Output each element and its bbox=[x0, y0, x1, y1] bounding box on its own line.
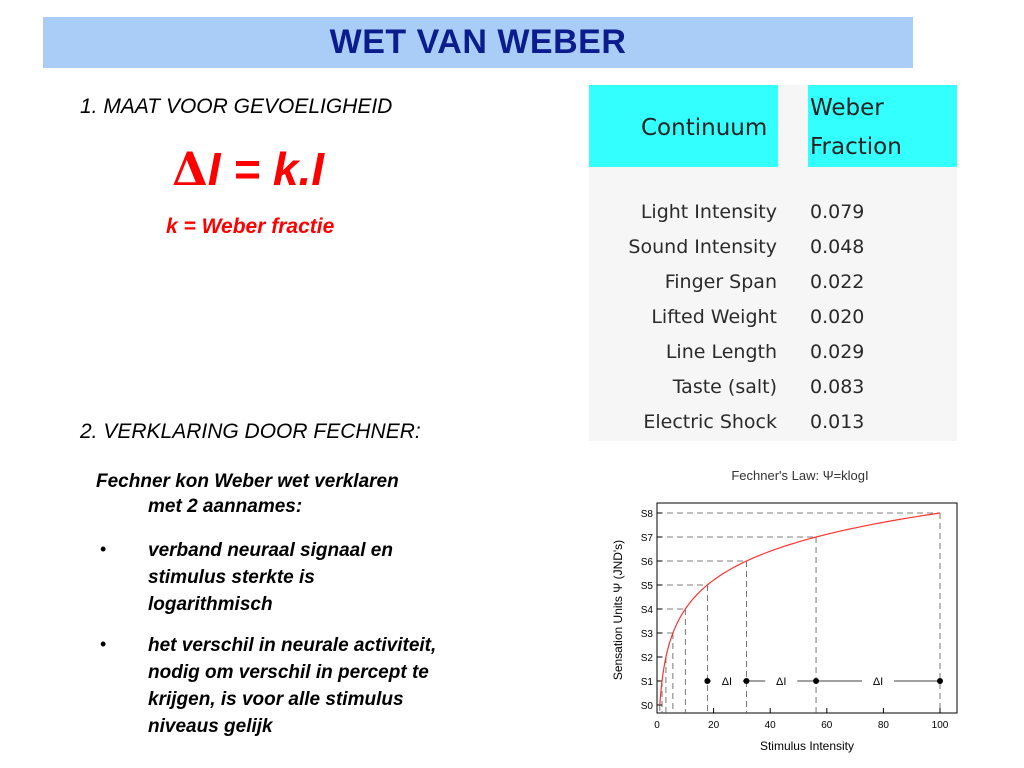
bullet-dot-2: • bbox=[100, 634, 107, 654]
y-axis-label: Sensation Units Ψ (JND's) bbox=[611, 539, 625, 681]
row-value-weight: 0.020 bbox=[810, 306, 865, 328]
bullet2-line2: nodig om verschil in percept te bbox=[148, 662, 429, 683]
y-tick-label: S3 bbox=[640, 629, 653, 640]
bullet2-line4: niveaus gelijk bbox=[148, 716, 273, 737]
x-tick-label: 40 bbox=[764, 720, 776, 731]
delta-marker-dot bbox=[704, 678, 710, 684]
row-value-taste: 0.083 bbox=[810, 376, 865, 398]
delta-marker-dot bbox=[813, 678, 819, 684]
y-tick-label: S0 bbox=[640, 701, 653, 712]
bullet-dot-1: • bbox=[100, 539, 107, 559]
row-name-weight: Lifted Weight bbox=[651, 306, 777, 328]
x-tick-label: 20 bbox=[708, 720, 720, 731]
header-fraction-cell bbox=[808, 85, 957, 167]
x-axis-label: Stimulus Intensity bbox=[759, 739, 855, 753]
x-tick-label: 100 bbox=[931, 720, 949, 731]
header-continuum-cell bbox=[589, 85, 778, 167]
row-value-line: 0.029 bbox=[810, 341, 865, 363]
row-value-shock: 0.013 bbox=[810, 411, 865, 433]
delta-label: ΔI bbox=[872, 676, 884, 688]
x-tick-label: 0 bbox=[654, 720, 660, 731]
title-bar bbox=[43, 17, 913, 68]
y-tick-label: S1 bbox=[640, 677, 653, 688]
bullet1-line3: logarithmisch bbox=[148, 594, 273, 615]
delta-label: ΔI bbox=[776, 676, 787, 688]
y-tick-label: S4 bbox=[640, 605, 653, 616]
row-value-sound: 0.048 bbox=[810, 236, 865, 258]
row-name-taste: Taste (salt) bbox=[672, 376, 777, 398]
section1-heading: 1. MAAT VOOR GEVOELIGHEID bbox=[80, 95, 393, 118]
bullet2-line1: het verschil in neurale activiteit, bbox=[148, 635, 437, 656]
k-definition: k = Weber fractie bbox=[166, 215, 335, 238]
delta-symbol: Δ bbox=[172, 142, 208, 196]
fechner-law-chart bbox=[600, 455, 1010, 760]
weber-formula bbox=[172, 142, 324, 196]
slide-title: WET VAN WEBER bbox=[329, 23, 627, 61]
x-tick-label: 80 bbox=[877, 720, 889, 731]
row-name-light: Light Intensity bbox=[640, 201, 777, 223]
delta-marker-dot bbox=[743, 678, 749, 684]
bullet2-line3: krijgen, is voor alle stimulus bbox=[148, 689, 404, 710]
formula-text: I = k.I bbox=[207, 143, 325, 195]
y-tick-label: S8 bbox=[640, 509, 653, 520]
fechner-curve bbox=[660, 513, 940, 705]
x-tick-label: 60 bbox=[821, 720, 833, 731]
y-tick-label: S6 bbox=[640, 557, 653, 568]
bullet1-line1: verband neuraal signaal en bbox=[148, 540, 393, 561]
header-fraction-1: Weber bbox=[810, 95, 884, 121]
row-value-light: 0.079 bbox=[810, 201, 865, 223]
row-value-finger: 0.022 bbox=[810, 271, 865, 293]
header-continuum: Continuum bbox=[641, 115, 768, 141]
y-tick-label: S5 bbox=[640, 581, 653, 592]
y-tick-label: S7 bbox=[640, 533, 653, 544]
bullet1-line2: stimulus sterkte is bbox=[148, 567, 315, 588]
delta-label: ΔI bbox=[721, 676, 733, 688]
section2-heading: 2. VERKLARING DOOR FECHNER: bbox=[80, 420, 421, 443]
delta-marker-dot bbox=[937, 678, 943, 684]
y-tick-label: S2 bbox=[640, 653, 653, 664]
row-name-shock: Electric Shock bbox=[643, 411, 777, 433]
header-fraction-2: Fraction bbox=[810, 134, 902, 160]
row-name-finger: Finger Span bbox=[664, 271, 777, 293]
fechner-intro-line2: met 2 aannames: bbox=[148, 496, 303, 517]
row-name-sound: Sound Intensity bbox=[628, 236, 777, 258]
chart-title: Fechner's Law: Ψ=klogI bbox=[731, 468, 869, 483]
row-name-line: Line Length bbox=[665, 341, 777, 363]
weber-fraction-table bbox=[589, 85, 957, 441]
fechner-intro-line1: Fechner kon Weber wet verklaren bbox=[96, 471, 399, 492]
plot-frame bbox=[657, 503, 957, 713]
